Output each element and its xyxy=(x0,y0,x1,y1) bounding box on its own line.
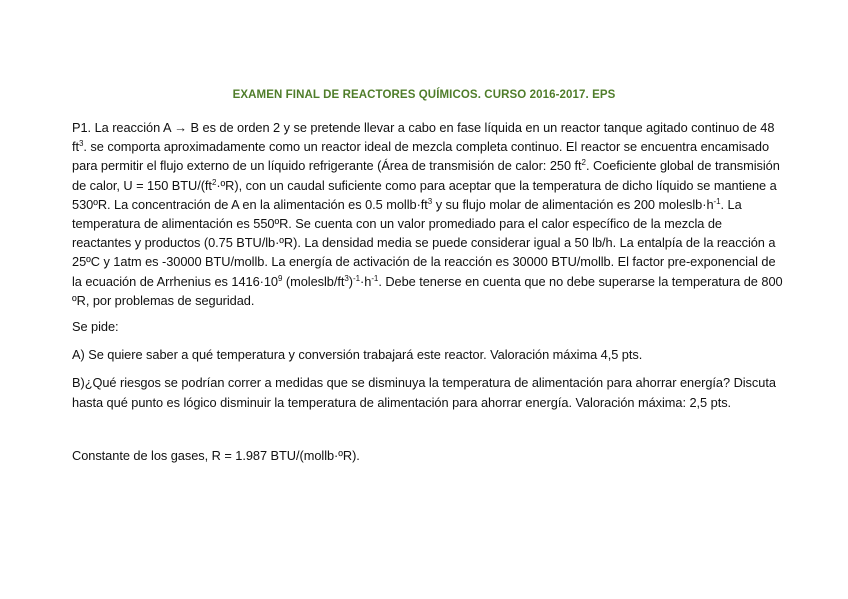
problem-text-6: . La temperatura de alimentación es 550ºR. Se cuenta con un valor promediado para el calor específico de la mezcla de reactantes y productos (0.75 BTU/lb·ºR). La densidad media se puede considerar igual a 50 lb/h. La entalpía de la reacción a 25ºC y 1atm es -30000 BTU/mollb. La energía de activación de la reacción es 30000 BTU/mollb. El factor pre-exponencial de la ecuación de Arrhenius es 1416·10 xyxy=(72,196,776,289)
superscript-3: 2 xyxy=(211,177,217,187)
problem-text-3: . Coeficiente global de transmisión de calor, U = 150 BTU/(ft xyxy=(72,158,780,193)
question-a: A) Se quiere saber a qué temperatura y conversión trabajará este reactor. Valoración máxima 4,5 pts. xyxy=(72,347,643,363)
problem-text-8: ) xyxy=(348,273,354,289)
exam-body xyxy=(72,118,784,465)
superscript-2: 2 xyxy=(581,158,586,168)
superscript-7: 3 xyxy=(344,273,349,283)
problem-text-10: . Debe tenerse en cuenta que no debe superarse la temperatura de 800 ºR, por problemas de seguridad. xyxy=(72,273,783,308)
superscript-9: -1 xyxy=(371,273,379,283)
superscript-6: 9 xyxy=(278,273,283,283)
question-b: B)¿Qué riesgos se podrían correr a medidas que se disminuya la temperatura de alimentación para ahorrar energía? Discuta hasta qué punto es lógico disminuir la temperatura de alimentación para ahorrar energía. Valoración máxima: 2,5 pts. xyxy=(72,375,776,410)
problem-text-2: . se comporta aproximadamente como un reactor ideal de mezcla completa continuo. El reactor se encuentra encamisado para permitir el flujo externo de un líquido refrigerante (Área de transmisión de calor: 250 ft xyxy=(72,139,770,174)
problem-text-9: ·h xyxy=(360,273,372,289)
problem-text-1: P1. La reacción A → B es de orden 2 y se pretende llevar a cabo en fase líquida en un reactor tanque agitado continuo de 48 ft xyxy=(72,120,775,155)
se-pide-heading: Se pide: xyxy=(72,319,119,335)
superscript-1: 3 xyxy=(79,139,84,149)
superscript-8: -1 xyxy=(353,273,361,283)
gas-constant-note: Constante de los gases, R = 1.987 BTU/(mollb·ºR). xyxy=(72,447,360,463)
page-title: EXAMEN FINAL DE REACTORES QUÍMICOS. CURSO 2016-2017. EPS xyxy=(232,89,616,101)
problem-text-7: (moleslb/ft xyxy=(282,273,345,289)
problem-statement xyxy=(72,118,784,310)
problem-text-5: y su flujo molar de alimentación es 200 moleslb·h xyxy=(432,196,714,212)
superscript-4: 3 xyxy=(427,196,433,206)
problem-text-4: ·ºR), con un caudal suficiente como para aceptar que la temperatura de dicho líquido se mantiene a 530ºR. La concentración de A en la alimentación es 0.5 mollb·ft xyxy=(72,177,777,212)
superscript-5: -1 xyxy=(713,196,721,206)
